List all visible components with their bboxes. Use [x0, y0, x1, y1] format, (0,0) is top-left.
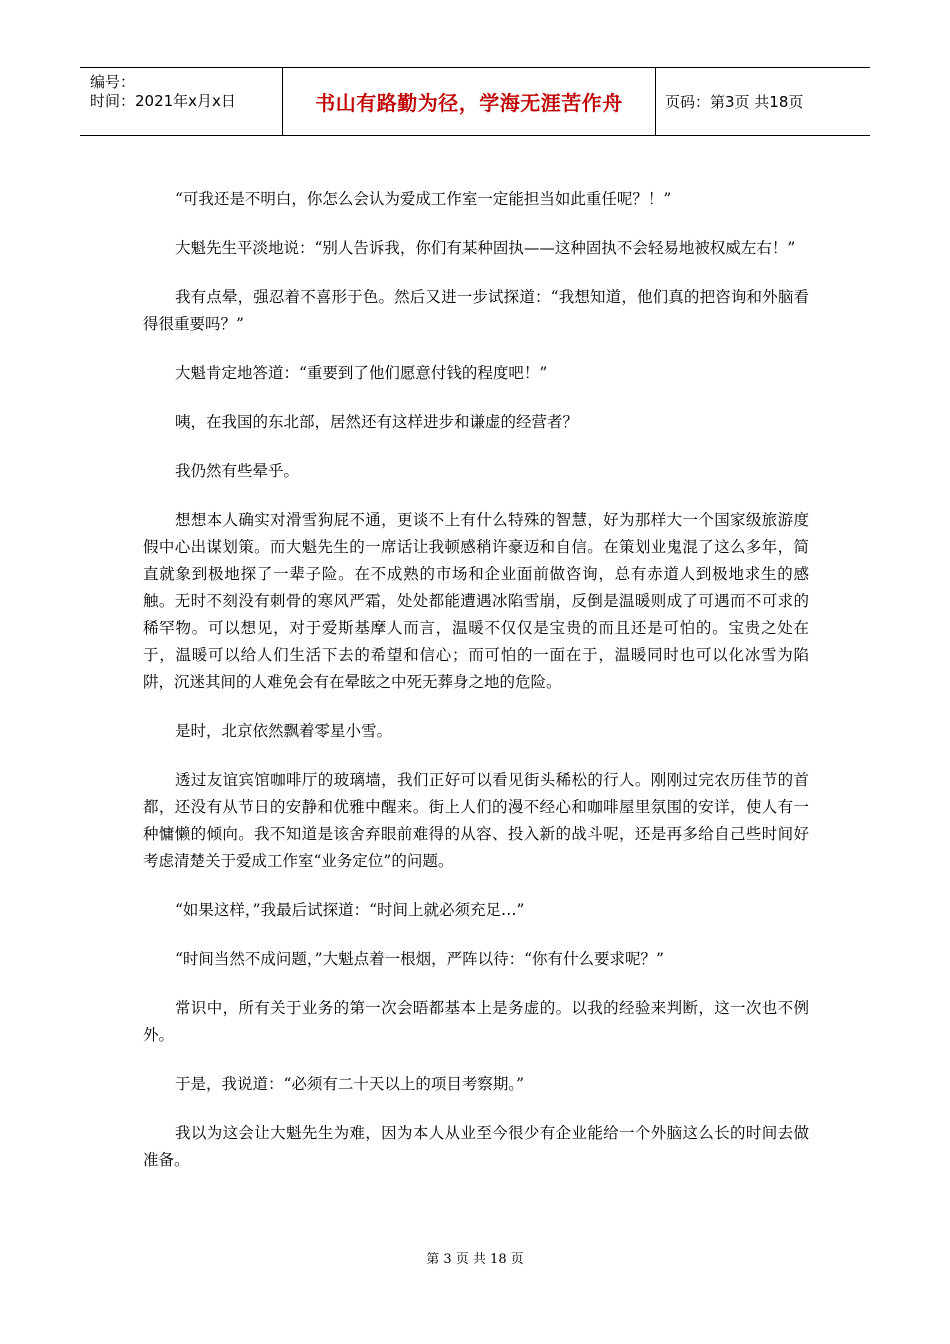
paragraph: 大魁肯定地答道：“重要到了他们愿意付钱的程度吧！” [175, 364, 548, 382]
paragraph: 我有点晕，强忍着不喜形于色。然后又进一步试探道：“我想知道，他们真的把咨询和外脑看得很重要吗？” [143, 288, 809, 333]
paragraph: 常识中，所有关于业务的第一次会晤都基本上是务虚的。以我的经验来判断，这一次也不例外。 [143, 999, 809, 1044]
header-page-info: 页码：第3页 共18页 [665, 93, 804, 111]
time-label: 时间：2021年x月x日 [90, 92, 236, 110]
page-footer: 第 3 页 共 18 页 [426, 1252, 524, 1267]
paragraph: 大魁先生平淡地说：“别人告诉我，你们有某种固执——这种固执不会轻易地被权威左右！” [175, 239, 796, 257]
paragraph: 想想本人确实对滑雪狗屁不通，更谈不上有什么特殊的智慧，好为那样大一个国家级旅游度假中心出谋划策。而大魁先生的一席话让我顿感稍许豪迈和自信。在策划业鬼混了这么多年，简直就象到极地探了一辈子险。在不成熟的市场和企业面前做咨询，总有赤道人到极地求生的感触。无时不刻没有刺骨的寒风严霜，处处都能遭遇冰陷雪崩，反倒是温暖则成了可遇而不可求的稀罕物。可以想见，对于爱斯基摩人而言，温暖不仅仅是宝贵的而且还是可怕的。宝贵之处在于，温暖可以给人们生活下去的希望和信心；而可怕的一面在于，温暖同时也可以化冰雪为陷阱，沉迷其间的人难免会有在晕眩之中死无葬身之地的危险。 [143, 511, 809, 691]
paragraph: “如果这样，”我最后试探道：“时间上就必须充足…” [175, 901, 525, 919]
paragraph: 我仍然有些晕乎。 [175, 462, 300, 480]
document-header [80, 67, 870, 136]
number-label: 编号： [90, 73, 136, 91]
paragraph: 是时，北京依然飘着零星小雪。 [175, 722, 393, 740]
document-body [143, 186, 809, 1196]
paragraph: 于是，我说道：“必须有二十天以上的项目考察期。” [175, 1075, 525, 1093]
paragraph: 透过友谊宾馆咖啡厅的玻璃墙，我们正好可以看见街头稀松的行人。刚刚过完农历佳节的首都，还没有从节日的安静和优雅中醒来。街上人们的漫不经心和咖啡屋里氛围的安详，使人有一种慵懒的倾向。我不知道是该舍弃眼前难得的从容、投入新的战斗呢，还是再多给自己些时间好考虑清楚关于爱成工作室“业务定位”的问题。 [143, 771, 809, 870]
paragraph: 我以为这会让大魁先生为难，因为本人从业至今很少有企业能给一个外脑这么长的时间去做准备。 [143, 1124, 809, 1169]
header-motto: 书山有路勤为径，学海无涯苦作舟 [282, 68, 656, 135]
paragraph: “时间当然不成问题，”大魁点着一根烟，严阵以待：“你有什么要求呢？” [175, 950, 664, 968]
paragraph: “可我还是不明白，你怎么会认为爱成工作室一定能担当如此重任呢？！” [175, 190, 672, 208]
paragraph: 咦，在我国的东北部，居然还有这样进步和谦虚的经营者？ [175, 413, 579, 431]
header-meta [80, 68, 282, 135]
